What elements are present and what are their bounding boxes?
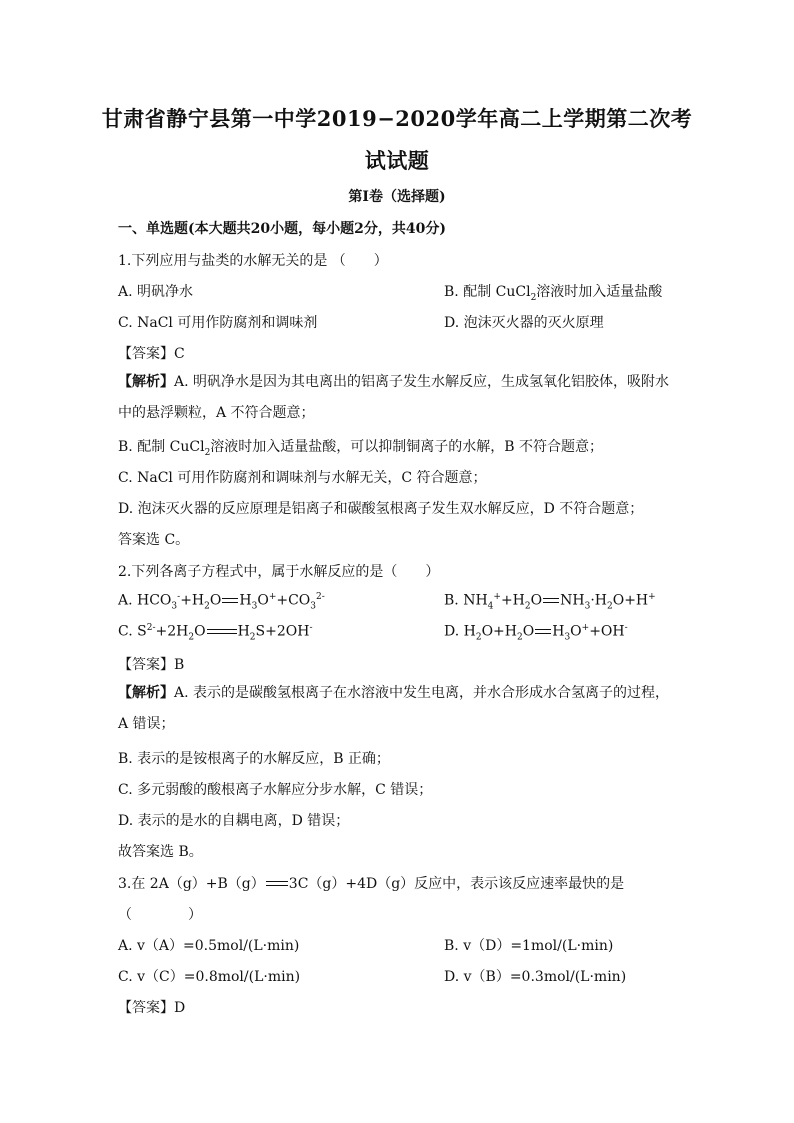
q1-option-b: B. 配制 CuCl$_2$溶液时加入适量盐酸 bbox=[444, 284, 663, 303]
q2-conclusion: 故答案选 B。 bbox=[118, 844, 203, 860]
reversible-arrow-icon bbox=[535, 628, 551, 636]
q2-option-a: A. $HCO_3^-+H_2O$ $H_3O^++CO_3^{2-}$ bbox=[118, 592, 325, 612]
q1-conclusion: 答案选 C。 bbox=[118, 532, 190, 548]
reversible-arrow-icon bbox=[207, 628, 237, 636]
q1-explanation-d: D. 泡沫灭火器的反应原理是铝离子和碳酸氢根离子发生双水解反应，D 不符合题意； bbox=[118, 501, 644, 517]
q1-explanation-c: C. NaCl 可用作防腐剂和调味剂与水解无关，C 符合题意； bbox=[118, 470, 487, 486]
q1-option-a: A. 明矾净水 bbox=[118, 284, 194, 300]
q2-option-d: D. $H_2O+H_2O$ $H_3O^++OH^-$ bbox=[444, 623, 628, 643]
q2-explanation-d: D. 表示的是水的自耦电离，D 错误； bbox=[118, 813, 350, 829]
q3-option-c: C. v（C）=0.8mol/(L·min) bbox=[118, 969, 301, 985]
q2-explanation-a: 【解析】A. 表示的是碳酸氢根离子在水溶液中发生电离，并水合形成水合氢离子的过程，A 错误； bbox=[118, 685, 670, 732]
q1-answer: 【答案】C bbox=[118, 346, 185, 362]
document-title: 甘肃省静宁县第一中学2019−2020学年高二上学期第二次考 bbox=[101, 106, 693, 131]
q1-explanation-a: 【解析】A. 明矾净水是因为其电离出的铝离子发生水解反应，生成氢氧化铝胶体，吸附水中的悬浮颗粒，A 不符合题意； bbox=[118, 374, 670, 421]
q3-stem: 3.在 2A（g）+B（g） 3C（g）+4D（g）反应中，表示该反应速率最快的是 bbox=[118, 876, 625, 892]
section-heading: 一、单选题(本大题共20小题，每小题2分，共40分) bbox=[118, 221, 446, 237]
q3-answer: 【答案】D bbox=[118, 1000, 186, 1016]
q3-option-d: D. v（B）=0.3mol/(L·min) bbox=[444, 969, 627, 985]
q3-option-a: A. v（A）=0.5mol/(L·min) bbox=[118, 938, 300, 954]
q2-explanation-b: B. 表示的是铵根离子的水解反应，B 正确； bbox=[118, 751, 390, 767]
q1-option-c: C. NaCl 可用作防腐剂和调味剂 bbox=[118, 315, 318, 331]
q1-option-d: D. 泡沫灭火器的灭火原理 bbox=[444, 315, 604, 331]
q2-option-b: B. $NH_4^++H_2O$ $NH_3\cdot H_2O+H^+$ bbox=[444, 592, 656, 612]
reversible-arrow-icon bbox=[543, 597, 559, 605]
q3-option-b: B. v（D）=1mol/(L·min) bbox=[444, 938, 614, 954]
q2-answer: 【答案】B bbox=[118, 657, 185, 673]
q2-option-c: C. $S^{2-}+2H_2O$ $H_2S+2OH^-$ bbox=[118, 623, 313, 643]
reversible-arrow-icon bbox=[266, 880, 288, 888]
q2-explanation-c: C. 多元弱酸的酸根离子水解应分步水解，C 错误； bbox=[118, 782, 433, 798]
q2-stem: 2.下列各离子方程式中，属于水解反应的是（ ） bbox=[118, 564, 440, 580]
q1-explanation-b: B. 配制 CuCl$_2$溶液时加入适量盐酸，可以抑制铜离子的水解，B 不符合题意； bbox=[118, 439, 604, 458]
reversible-arrow-icon bbox=[222, 597, 238, 605]
q3-paren: （ ） bbox=[118, 907, 202, 923]
document-title-continued: 试试题 bbox=[364, 148, 430, 173]
q1-stem: 1.下列应用与盐类的水解无关的是 （ ） bbox=[118, 253, 388, 269]
volume-heading: 第Ⅰ卷（选择题) bbox=[348, 189, 446, 205]
